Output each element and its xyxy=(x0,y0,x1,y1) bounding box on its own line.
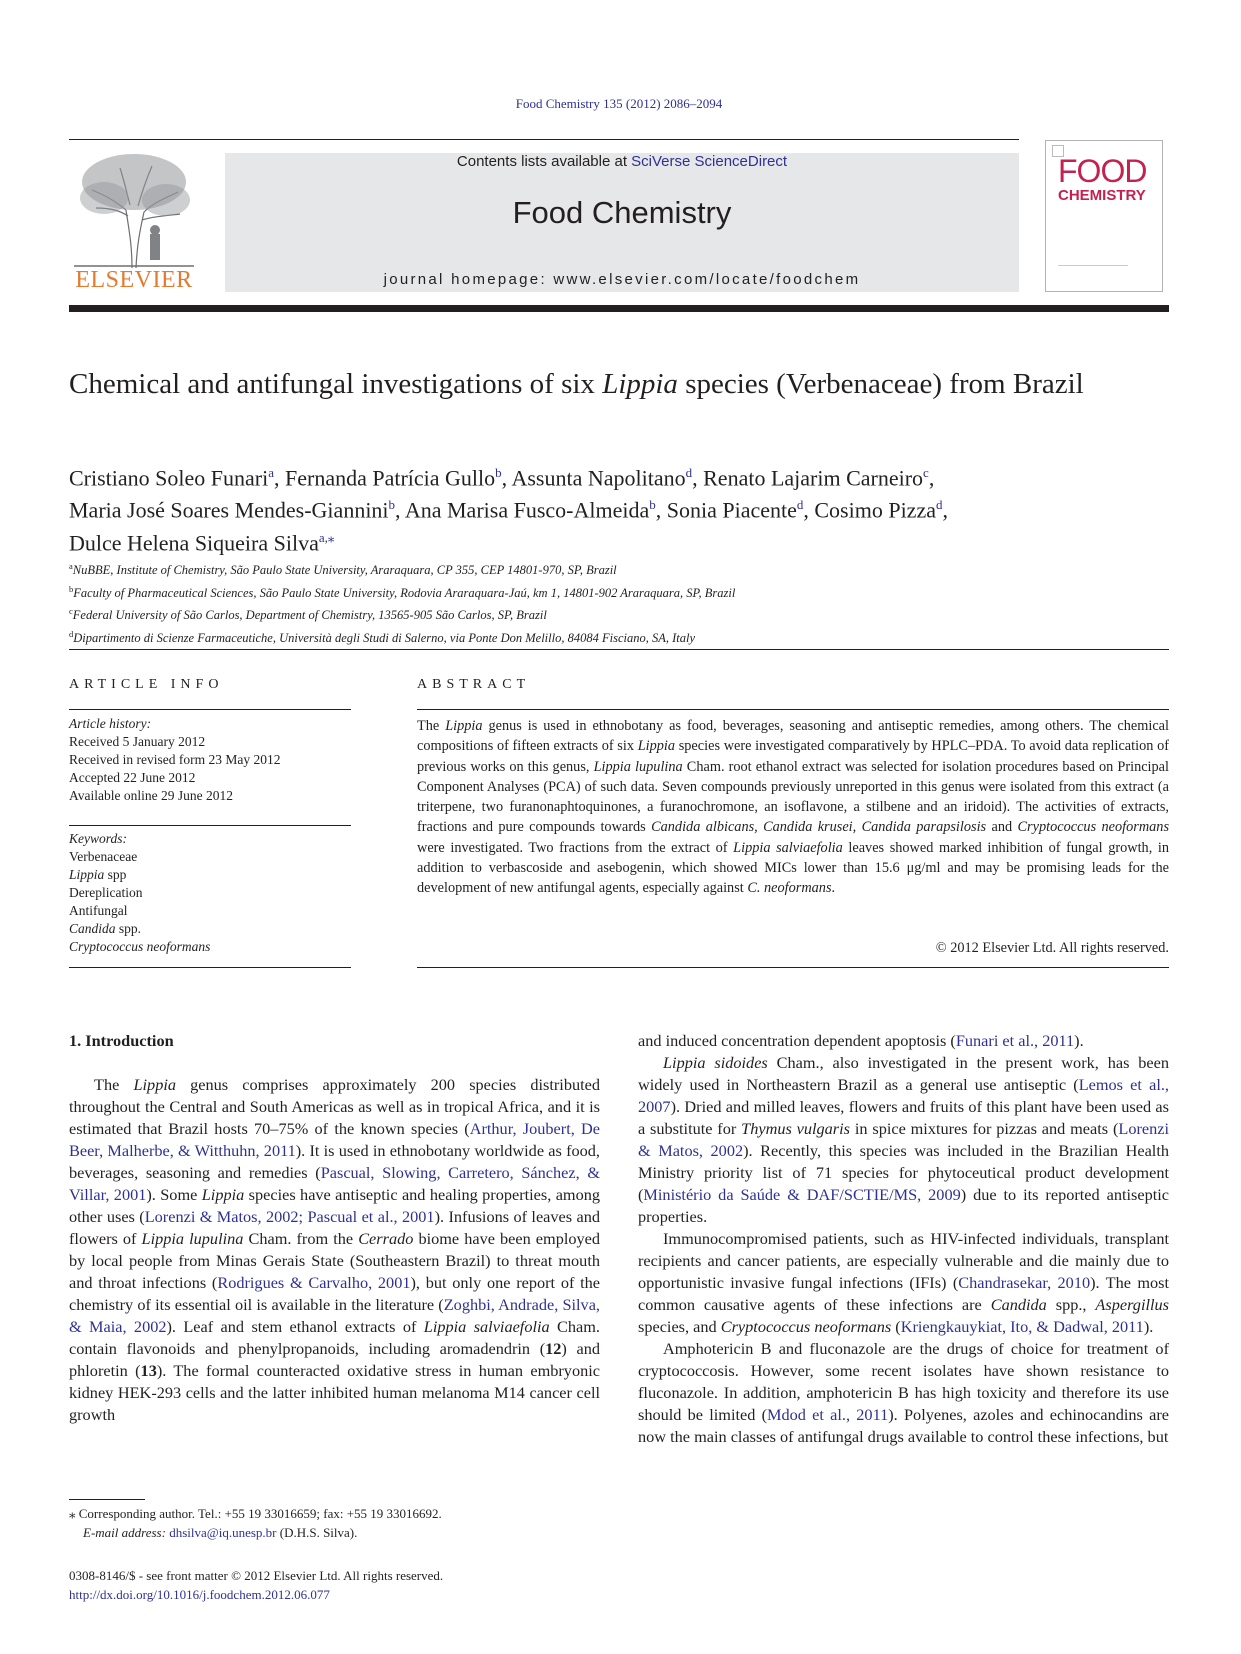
contents-prefix: Contents lists available at xyxy=(456,153,632,170)
text-run: Immunocompromised patients, such as HIV-infected individuals, transplant recipients and cancer patients, are especially vulnerable and die mainly due to opportunistic invasive fungal infections (IFIs) ( xyxy=(638,1229,1169,1292)
abstract-heading: ABSTRACT xyxy=(417,677,531,692)
journal-cover-thumbnail[interactable] xyxy=(1045,140,1163,292)
email-label: E-mail address: xyxy=(83,1525,166,1540)
body-paragraph xyxy=(638,1338,1169,1448)
keyword-item xyxy=(69,866,351,884)
body-paragraph xyxy=(638,1228,1169,1338)
author-separator: , xyxy=(692,465,704,491)
text-run: . xyxy=(831,880,836,897)
keyword-list xyxy=(69,848,351,956)
text-run: and xyxy=(986,819,1018,836)
author-name: Fernanda Patrícia Gullo xyxy=(285,465,496,491)
contents-line xyxy=(225,153,1019,170)
text-run: were investigated. Two fractions from the extract of xyxy=(417,839,734,856)
text-run: ). Polyenes, azoles and echinocandins are now the main classes of antifungal drugs available to control these infections, but xyxy=(638,1405,1169,1446)
section-heading-introduction: 1. Introduction xyxy=(69,1031,174,1050)
article-info-bottom-rule xyxy=(69,967,351,968)
italic-term: Aspergillus xyxy=(1095,1295,1169,1314)
affiliation-marker: b xyxy=(69,583,74,594)
affiliation-row xyxy=(69,557,1169,580)
history-item: Received 5 January 2012 xyxy=(69,734,206,749)
elsevier-logo[interactable] xyxy=(69,150,199,294)
cover-word-chemistry: CHEMISTRY xyxy=(1058,187,1146,204)
italic-term: Lippia xyxy=(445,718,483,734)
title-block-rule xyxy=(69,649,1169,650)
body-column-right xyxy=(638,1030,1169,1448)
citation-link[interactable]: Lorenzi & Matos, 2002 xyxy=(638,1119,1169,1160)
keywords-label: Keywords: xyxy=(69,831,127,846)
text-run: species, and xyxy=(638,1317,721,1336)
citation-link[interactable]: Pascual, Slowing, Carretero, Sánchez, & Villar, 2001 xyxy=(69,1163,601,1204)
abstract-rule xyxy=(417,709,1169,710)
compound-number: 13 xyxy=(140,1361,157,1380)
author-affiliation-marker[interactable]: d xyxy=(685,465,693,480)
affiliation-list xyxy=(69,557,1169,648)
italic-term: Cryptococcus neoformans xyxy=(1017,819,1170,836)
keyword-text: Lippia xyxy=(69,867,105,882)
keyword-text: Antifungal xyxy=(69,903,128,918)
author-affiliation-marker[interactable]: a xyxy=(268,465,274,480)
history-list xyxy=(69,733,351,805)
elsevier-tree-icon xyxy=(74,150,194,268)
author-name: Renato Lajarim Carneiro xyxy=(703,465,924,491)
text-run: ). It is used in ethnobotany worldwide as food, beverages, seasoning and remedies ( xyxy=(69,1141,600,1182)
text-run: leaves showed marked inhibition of fungal growth, in addition to verbascoside and asebogenin, which showed MICs lower than 15.6 μg/ml and may be promising leads for the development of new antifungal agents, especially against xyxy=(417,839,1169,897)
footnote-corresponding xyxy=(69,1504,600,1523)
author-name: Maria José Soares Mendes-Giannini xyxy=(69,497,389,523)
citation-link[interactable]: Ministério da Saúde & DAF/SCTIE/MS, 2009 xyxy=(643,1185,961,1204)
text-run: biome have been employed by local people from Minas Gerais State (Southeastern Brazil) to threat mouth and throat infections ( xyxy=(69,1229,601,1292)
author-name: Ana Marisa Fusco-Almeida xyxy=(404,497,650,523)
abstract-copyright: © 2012 Elsevier Ltd. All rights reserved. xyxy=(935,940,1169,956)
email-link[interactable]: dhsilva@iq.unesp.br xyxy=(169,1525,277,1540)
affiliation-text: Dipartimento di Scienze Farmaceutiche, Università degli Studi di Salerno, via Ponte Don Melillo, 84084 Fisciano, SA, Italy xyxy=(73,631,696,646)
footnote-corresponding-text: Corresponding author. Tel.: +55 19 33016659; fax: +55 19 33016692. xyxy=(75,1506,442,1521)
text-run: Cham. from the xyxy=(243,1229,359,1248)
affiliation-marker: a xyxy=(69,561,73,571)
italic-term: Lippia sidoides xyxy=(663,1053,768,1072)
citation-link[interactable]: Funari et al., 2011 xyxy=(955,1031,1075,1050)
body-paragraph xyxy=(638,1052,1169,1228)
author-list xyxy=(69,459,1169,556)
text-run: The xyxy=(94,1075,134,1094)
author-separator: , xyxy=(274,465,285,491)
compound-number: 12 xyxy=(545,1339,562,1358)
article-info-heading: ARTICLE INFO xyxy=(69,677,224,692)
author-affiliation-marker[interactable]: b xyxy=(495,465,502,480)
author-separator: , xyxy=(395,497,405,523)
italic-term: Lippia xyxy=(133,1075,176,1094)
text-run: Cham. root ethanol extract was selected for isolation procedures based on Principal Component Analyses (PCA) of such data. Seven compounds previously unreported in this genus were isolated from this extract (a triterpene, two furanonaphtoquinones, a furanochromone, an isoflavone, a stilbene and an iridoid). The activities of extracts, fractions and pure compounds towards xyxy=(417,758,1169,836)
text-run: ). The formal counteracted oxidative stress in human embryonic kidney HEK-293 cells and the latter inhibited human melanoma M14 cancer cell growth xyxy=(69,1361,600,1424)
italic-term: Lippia lupulina xyxy=(141,1229,244,1248)
keyword-item xyxy=(69,920,351,938)
elsevier-wordmark: ELSEVIER xyxy=(75,267,193,293)
text-run: spp., xyxy=(1046,1295,1096,1314)
affiliation-marker: d xyxy=(69,628,74,639)
keyword-text: Cryptococcus neoformans xyxy=(69,939,211,954)
keywords-rule xyxy=(69,825,351,826)
author-affiliation-marker[interactable]: b xyxy=(388,497,396,513)
author-name: Assunta Napolitano xyxy=(511,465,686,491)
text-run: species were investigated comparatively by HPLC–PDA. To avoid data replication of previous works on this genus, xyxy=(417,738,1169,775)
footnote-email-line xyxy=(69,1523,600,1542)
journal-homepage[interactable]: journal homepage: www.elsevier.com/locate/foodchem xyxy=(383,271,861,288)
corresponding-author-footnote xyxy=(69,1504,600,1542)
author-name: Dulce Helena Siqueira Silva xyxy=(69,529,319,555)
author-separator: , xyxy=(501,465,512,491)
doi-link[interactable]: http://dx.doi.org/10.1016/j.foodchem.2012.06.077 xyxy=(69,1587,330,1602)
title-part-1: Chemical and antifungal investigations of six xyxy=(69,368,603,400)
title-italic-genus: Lippia xyxy=(602,368,678,400)
author-name: Cristiano Soleo Funari xyxy=(69,465,269,491)
journal-banner xyxy=(225,153,1019,292)
author-affiliation-marker[interactable]: d xyxy=(796,497,804,513)
author-affiliation-marker[interactable]: a,⁎ xyxy=(318,529,335,545)
issn-line: 0308-8146/$ - see front matter © 2012 Elsevier Ltd. All rights reserved. xyxy=(69,1568,444,1583)
citation-link[interactable]: Lemos et al., 2007 xyxy=(638,1075,1169,1116)
journal-citation[interactable]: Food Chemistry 135 (2012) 2086–2094 xyxy=(515,96,723,111)
body-paragraph xyxy=(69,1074,600,1426)
keyword-item xyxy=(69,902,351,920)
article-history xyxy=(69,715,351,805)
author-affiliation-marker[interactable]: b xyxy=(649,497,656,513)
italic-term: Thymus vulgaris xyxy=(741,1119,851,1138)
italic-term: Cerrado xyxy=(358,1229,414,1248)
keyword-item xyxy=(69,884,351,902)
affiliation-text: NuBBE, Institute of Chemistry, São Paulo State University, Araraquara, CP 355, CEP 14801-970, SP, Brazil xyxy=(72,563,617,578)
italic-term: Lippia xyxy=(637,738,676,755)
body-paragraph xyxy=(638,1030,1169,1052)
citation-link[interactable]: Chandrasekar, 2010 xyxy=(958,1273,1091,1292)
email-suffix: (D.H.S. Silva). xyxy=(276,1525,358,1540)
affiliation-text: Faculty of Pharmaceutical Sciences, São Paulo State University, Rodovia Araraquara-Jaú, km 1, 14801-902 Araraquara, SP, Brazil xyxy=(73,585,736,600)
text-run: genus is used in ethnobotany as food, beverages, seasoning and antiseptic remedies, among others. The chemical compositions of fifteen extracts of six xyxy=(417,718,1169,755)
keyword-item xyxy=(69,938,351,956)
author-name: Cosimo Pizza xyxy=(814,497,936,523)
italic-term: Lippia salviaefolia xyxy=(733,839,843,856)
sciencedirect-link[interactable]: SciVerse ScienceDirect xyxy=(631,153,788,170)
citation-link[interactable]: Kriengkauykiat, Ito, & Dadwal, 2011 xyxy=(900,1317,1144,1336)
italic-term: Candida xyxy=(990,1295,1047,1314)
author-name: Sonia Piacente xyxy=(666,497,797,523)
body-column-left xyxy=(69,1030,600,1426)
citation-link[interactable]: Lorenzi & Matos, 2002; Pascual et al., 2001 xyxy=(144,1207,435,1226)
keyword-suffix: spp. xyxy=(115,921,142,936)
article-info-rule xyxy=(69,709,351,710)
footnote-rule xyxy=(69,1499,145,1500)
header-rule xyxy=(69,139,1019,140)
citation-link[interactable]: Zoghbi, Andrade, Silva, & Maia, 2002 xyxy=(69,1295,600,1336)
history-label: Article history: xyxy=(69,716,152,731)
abstract-text xyxy=(417,716,1169,899)
text-run: ). Dried and milled leaves, flowers and fruits of this plant have been used as a substitute for xyxy=(638,1097,1169,1138)
abstract-bottom-rule xyxy=(417,967,1169,968)
text-run: ). xyxy=(1074,1031,1084,1050)
text-run: ) due to its reported antiseptic properties. xyxy=(638,1185,1169,1226)
front-matter-note xyxy=(69,1566,669,1604)
keyword-text: Dereplication xyxy=(69,885,143,900)
italic-term: C. neoformans xyxy=(747,880,832,897)
keyword-text: Candida xyxy=(69,921,116,936)
affiliation-text: Federal University of São Carlos, Department of Chemistry, 13565-905 São Carlos, SP, Brazil xyxy=(72,608,547,623)
history-item: Available online 29 June 2012 xyxy=(69,788,233,803)
italic-term: Lippia salviaefolia xyxy=(423,1317,550,1336)
history-item: Received in revised form 23 May 2012 xyxy=(69,752,281,767)
author-separator: , xyxy=(942,497,948,523)
text-run: ) and phloretin ( xyxy=(69,1339,601,1380)
article-title xyxy=(69,366,1119,403)
keyword-text: Verbenaceae xyxy=(69,849,138,864)
keyword-item xyxy=(69,848,351,866)
text-run: Cham., also investigated in the present work, has been widely used in Northeastern Brazil as a general use antiseptic ( xyxy=(638,1053,1169,1094)
author-separator: , xyxy=(655,497,667,523)
italic-term: Candida albicans, Candida krusei, Candida parapsilosis xyxy=(651,819,987,836)
text-run: ). Some xyxy=(146,1185,202,1204)
text-run: ). xyxy=(1143,1317,1154,1336)
affiliation-marker: c xyxy=(69,606,73,617)
author-affiliation-marker[interactable]: c xyxy=(923,465,929,480)
title-part-2: species (Verbenaceae) from Brazil xyxy=(677,368,1084,400)
keywords-block xyxy=(69,830,351,956)
text-run: genus comprises approximately 200 species distributed throughout the Central and South Americas as well as in tropical Africa, and it is estimated that Brazil hosts 70–75% of the known species ( xyxy=(69,1075,600,1138)
author-affiliation-marker[interactable]: d xyxy=(935,497,943,513)
text-run: species have antiseptic and healing properties, among other uses ( xyxy=(69,1185,601,1226)
text-run: ). Leaf and stem ethanol extracts of xyxy=(166,1317,424,1336)
text-run: The xyxy=(417,718,446,734)
affiliation-row xyxy=(69,580,1169,603)
affiliation-row xyxy=(69,602,1169,625)
italic-term: Lippia lupulina xyxy=(593,758,683,775)
history-item: Accepted 22 June 2012 xyxy=(69,770,196,785)
affiliation-row xyxy=(69,625,1169,648)
cover-word-food: FOOD xyxy=(1058,153,1147,189)
text-run: ), but only one report of the chemistry of its essential oil is available in the literature ( xyxy=(69,1273,601,1314)
text-run: ). Infusions of leaves and flowers of xyxy=(69,1207,601,1248)
text-run: Cham. contain flavonoids and phenylpropanoids, including aromadendrin ( xyxy=(69,1317,601,1358)
text-run: and induced concentration dependent apoptosis ( xyxy=(638,1031,956,1050)
header-thick-rule xyxy=(69,305,1169,312)
citation-link[interactable]: Arthur, Joubert, De Beer, Malherbe, & Witthuhn, 2011 xyxy=(69,1119,601,1160)
cover-divider xyxy=(1058,265,1128,266)
journal-title: Food Chemistry xyxy=(512,195,732,230)
italic-term: Cryptococcus neoformans xyxy=(720,1317,892,1336)
article-page xyxy=(69,0,1169,1654)
citation-link[interactable]: Mdod et al., 2011 xyxy=(767,1405,889,1424)
keyword-suffix: spp xyxy=(104,867,127,882)
author-separator: , xyxy=(928,465,935,491)
italic-term: Lippia xyxy=(201,1185,245,1204)
text-run: ). Recently, this species was included in the Brazilian Health Ministry priority list of 71 species for phytoceutical product development ( xyxy=(638,1141,1169,1204)
text-run: in spice mixtures for pizzas and meats ( xyxy=(850,1119,1119,1138)
text-run: ). The most common causative agents of these infections are xyxy=(638,1273,1169,1314)
citation-link[interactable]: Rodrigues & Carvalho, 2001 xyxy=(217,1273,411,1292)
text-run: ( xyxy=(891,1317,901,1336)
footnote-star: ⁎ xyxy=(69,1506,76,1521)
text-run: Amphotericin B and fluconazole are the drugs of choice for treatment of cryptococcosis. However, some recent isolates have shown resistance to fluconazole. In addition, amphotericin B has high toxicity and therefore its use should be limited ( xyxy=(638,1339,1169,1424)
author-separator: , xyxy=(803,497,815,523)
